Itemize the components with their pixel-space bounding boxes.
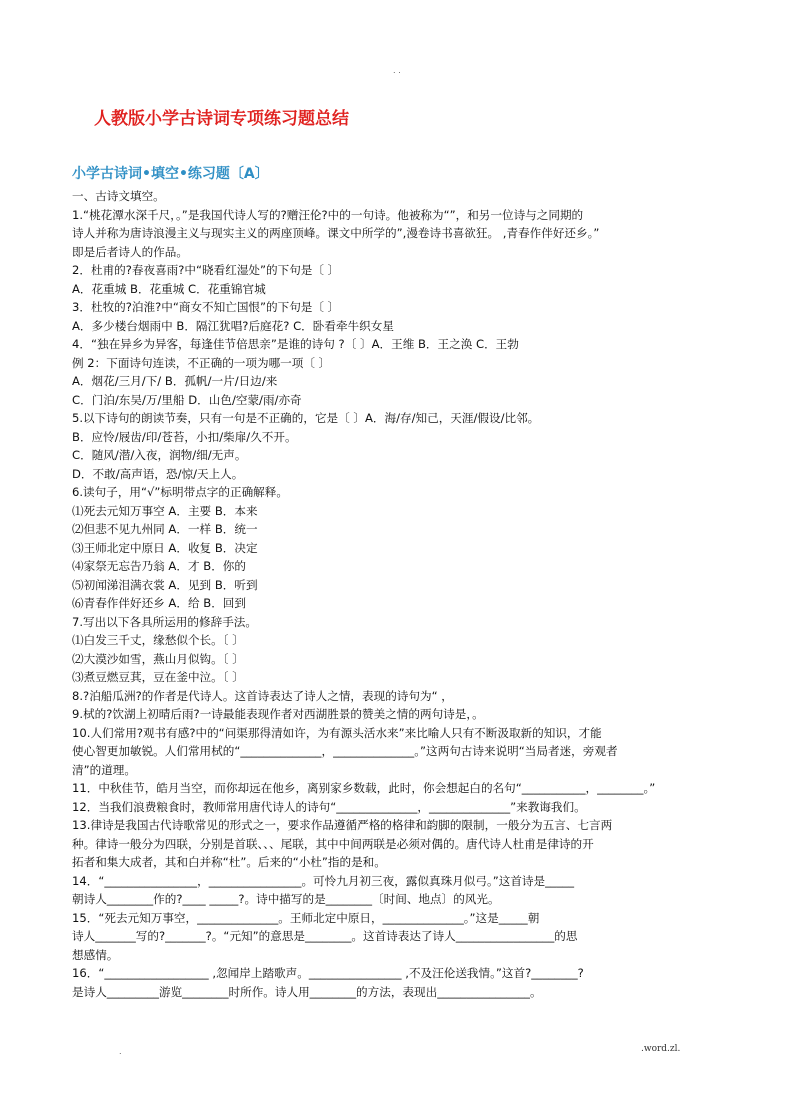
text-line: 2．杜甫的?春夜喜雨?中“晓看红湿处”的下句是〔 〕 <box>72 263 340 277</box>
text-line: 16．“__________________ ,忽闻岸上踏歌声。________________ ,不及汪伦送我情。”这首?________? <box>72 966 584 980</box>
text-line: 拓者和集大成者，其和白并称“杜”。后来的“小杜”指的是和。 <box>72 855 386 869</box>
text-line: ⑹青春作伴好还乡 A．给 B．回到 <box>72 596 246 610</box>
text-line: 1.“桃花潭水深千尺，。”是我国代诗人写的?赠汪伦?中的一句诗。他被称为“”，和另一位诗与之同期的 <box>72 207 584 222</box>
text-line: 13.律诗是我国古代诗歌常见的形式之一，要求作品遵循严格的格律和韵脚的限制，一般分为五言、七言两 <box>72 818 613 832</box>
text-line: 14．“________________，________________。可怜九月初三夜，露似真珠月似弓。”这首诗是_____ <box>72 873 575 888</box>
text-line: ⑴白发三千丈，缘愁似个长。〔 〕 <box>72 633 244 647</box>
text-line: 诗人并称为唐诗浪漫主义与现实主义的两座顶峰。课文中所学的”,漫卷诗书喜欲狂。 ,青春作伴好还乡。” <box>72 226 600 240</box>
text-line: 想感情。 <box>72 947 119 962</box>
text-line: 诗人_______写的?_______?。“元知”的意思是________。这首诗表达了诗人_________________的思 <box>72 929 578 943</box>
text-line: ⑸初闻涕泪满衣裳 A．见到 B．听到 <box>72 577 258 592</box>
text-line: ⑶煮豆燃豆萁，豆在釜中泣。〔 〕 <box>72 670 244 684</box>
text-line: 是诗人_________游览________时所作。诗人用________的方法，表现出________________。 <box>72 984 542 999</box>
text-line: 11．中秋佳节，皓月当空，而你却远在他乡，离别家乡数载，此时，你会想起白的名句“___________，________。” <box>72 781 656 795</box>
text-line: 3．杜牧的?泊淮?中“商女不知亡国恨”的下句是〔 〕 <box>72 300 340 314</box>
text-line: 5.以下诗句的朗读节奏，只有一句是不正确的，它是〔 〕A．海/存/知己，天涯/假设/比邻。 <box>72 411 540 425</box>
text-line: 使心智更加敏锐。人们常用栻的“______________，______________。”这两句古诗来说明“当局者迷，旁观者 <box>72 744 618 758</box>
text-line: A．多少楼台烟雨中 B．隔江犹唱?后庭花? C．卧看牵牛织女星 <box>72 318 394 333</box>
section-title: 小学古诗词•填空•练习题〔A〕 <box>72 166 269 182</box>
text-line: 9.栻的?饮湖上初晴后雨?一诗最能表现作者对西湖胜景的赞美之情的两句诗是，。 <box>72 707 484 721</box>
text-line: B．应怜/屐齿/印/苍苔，小扣/柴扉/久不开。 <box>72 429 297 444</box>
footer-left-mark: . <box>119 1047 122 1056</box>
text-line: ⑶王师北定中原日 A．收复 B．决定 <box>72 540 258 555</box>
text-line: 6.读句子，用“√”标明带点字的正确解释。 <box>72 485 288 499</box>
text-line: ⑵但悲不见九州同 A．一样 B．统一 <box>72 522 258 536</box>
text-line: 即是后者诗人的作品。 <box>72 244 188 259</box>
text-line: 朝诗人________作的?____ _____?。诗中描写的是________〔时间、地点〕的风光。 <box>72 892 500 906</box>
document-title: 人教版小学古诗词专项练习题总结 <box>94 109 349 129</box>
text-line: 4．“独在异乡为异客，每逢佳节倍思亲”是谁的诗句 ?〔 〕A．王维 B．王之涣 C．王勃 <box>72 337 519 351</box>
text-line: 12．当我们浪费粮食时，教师常用唐代诗人的诗句“______________，______________”来教诲我们。 <box>72 799 586 814</box>
text-line: 例 2：下面诗句连读，不正确的一项为哪一项〔 〕 <box>72 355 331 370</box>
text-line: 10.人们常用?观书有感?中的“问渠那得清如许，为有源头活水来”来比喻人只有不断汲取新的知识，才能 <box>72 725 602 740</box>
text-line: A．烟花/三月/下/ B．孤帆/一片/日边/来 <box>72 374 278 388</box>
exercise-body <box>72 187 722 1001</box>
footer-right-mark: .word.zl. <box>641 1044 681 1054</box>
text-line: C．随风/潜/入夜，润物/细/无声。 <box>72 448 247 462</box>
text-line: 7.写出以下各具所运用的修辞手法。 <box>72 614 257 629</box>
text-line: C．门泊/东吴/万/里船 D．山色/空蒙/雨/亦奇 <box>72 392 302 407</box>
text-line: 8.?泊船瓜洲?的作者是代诗人。这首诗表达了诗人之情，表现的诗句为“ ， <box>72 688 453 703</box>
text-line: 一、古诗文填空。 <box>72 189 165 203</box>
text-line: ⑷家祭无忘告乃翁 A．才 B．你的 <box>72 559 246 573</box>
text-line: 清”的道理。 <box>72 762 136 777</box>
text-line: A．花重城 B．花重城 C．花重锦官城 <box>72 281 266 296</box>
text-line: ⑵大漠沙如雪，燕山月似钩。〔 〕 <box>72 651 244 666</box>
text-line: D．不敢/高声语，恐/惊/天上人。 <box>72 466 244 481</box>
text-line: 15．“死去元知万事空，______________。王师北定中原日，______________。”这是_____朝 <box>72 910 540 925</box>
header-mark: . . <box>393 66 401 75</box>
text-line: ⑴死去元知万事空 A．主要 B．本来 <box>72 503 258 518</box>
text-line: 种。律诗一般分为四联，分别是首联、、、尾联，其中中间两联是必须对偶的。唐代诗人杜甫是律诗的开 <box>72 836 594 851</box>
